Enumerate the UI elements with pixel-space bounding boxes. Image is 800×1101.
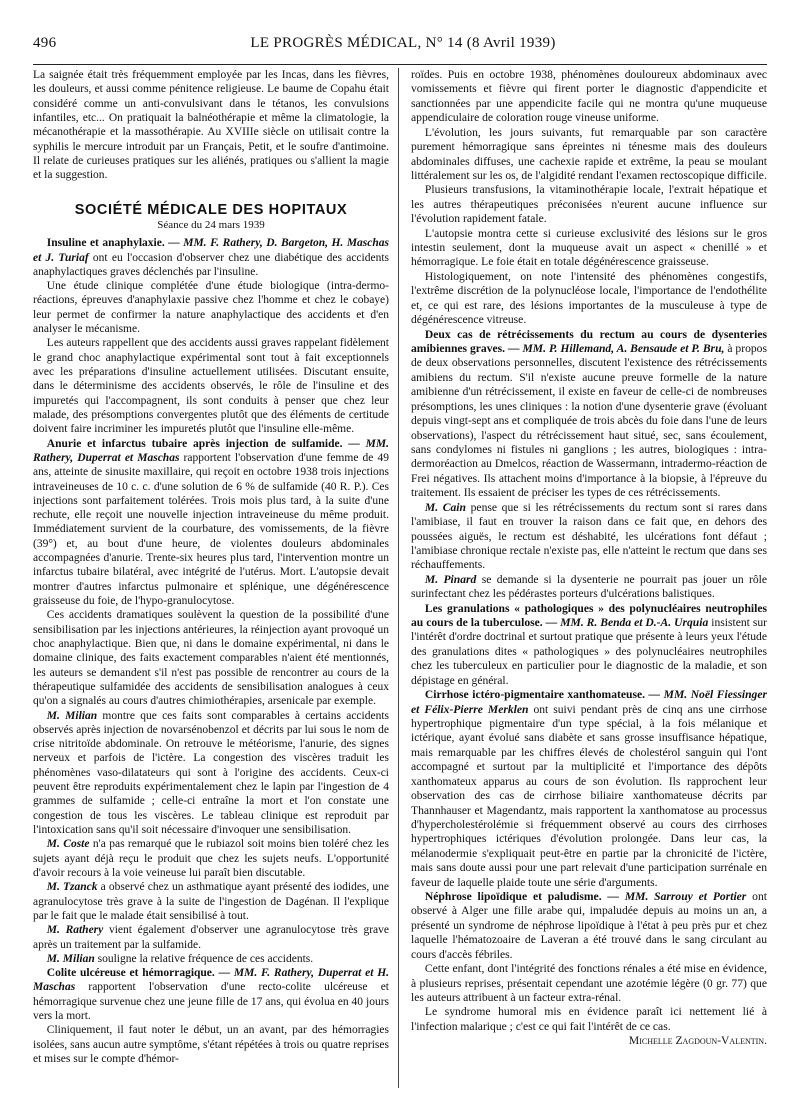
- section-authors: — MM. P. Hillemand, A. Bensaude et P. Bru,: [507, 342, 725, 356]
- section-authors: — MM. Rathery, Duperrat et Maschas: [33, 437, 389, 464]
- speaker-text: souligne la relative fréquence de ces accidents.: [97, 952, 314, 965]
- section-text: ont eu l'occasion d'observer chez une diabétique des accidents anaphylactiques graves déclenchés par l'insuline.: [33, 251, 389, 278]
- section-nephrose: [411, 890, 767, 962]
- discussion-pinard: [411, 573, 767, 602]
- section-title: Néphrose lipoïdique et paludisme.: [424, 890, 602, 904]
- paragraph: Cette enfant, dont l'intégrité des fonctions rénales a été mise en évidence, à plusieurs reprises, présentait cependant une azotémie légère (0 gr. 77) que les auteurs attribuent à un facteur extra-rénal.: [411, 962, 767, 1004]
- section-title: Les granulations « pathologiques » des polynucléaires neutrophiles au cours de la tuberculose.: [411, 601, 767, 630]
- header-rule: [33, 64, 767, 65]
- section-text: rapportent l'observation d'une recto-colite ulcéreuse et hémorragique survenue chez une jeune fille de 17 ans, qui évolua en 40 jours vers la mort.: [33, 981, 389, 1023]
- section-text: à propos de deux observations personnelles, discutent l'existence des rétrécissements amibiens du rectum. S'il n'existe aucune preuve formelle de la nature amibienne d'un rétrécissement, il existe en faveur de celle-ci de nombreuses présomptions, les unes cliniques : la notion d'une dysenterie grave (évoluant depuis vingt-sept ans et compliquée de trois abcès du foie dans l'une de leurs observations), l'aspect du rétrécissement haut situé, sec, sans écoulement, sans condylomes ni fistules ni ganglions ; les autres, biologiques : intra-dermoréaction au Dmelcos, réaction de Wassermann, intradermo-réaction de Frei négatives. Ils attachent moins d'importance à la biopsie, à l'épreuve du traitement. Ils essaient de préciser les types de ces rétrécissements.: [411, 342, 767, 500]
- speaker-name: M. Milian: [46, 952, 95, 965]
- discussion-milian-2: [33, 952, 389, 966]
- page-number: 496: [33, 35, 57, 51]
- paragraph: Une étude clinique complétée d'une étude biologique (intra-dermo-réactions, épreuves d'anaphylaxie passive chez l'homme et chez le cobaye) leur permet de confirmer la nature anaphylactique des accidents et d'en analyser le mécanisme.: [33, 280, 389, 336]
- section-title: Anurie et infarctus tubaire après injection de sulfamide.: [46, 437, 343, 450]
- paragraph: L'évolution, les jours suivants, fut remarquable par son caractère purement hémorragique sans épreintes ni ténesme mais des douleurs abdominales diffuses, une cachexie rapide et extrême, la peau se moulant littéralement sur les os, de l'algidité rendant l'examen rectoscopique difficile.: [411, 125, 767, 182]
- section-cirrhose: [411, 688, 767, 890]
- column-divider: [398, 68, 399, 1088]
- paragraph: roïdes. Puis en octobre 1938, phénomènes douloureux abdominaux avec vomissements et fièvre qui firent porter le diagnostic d'appendicite et sanctionnées par une appendicite facile qui ne montra qu'une muqueuse appendiculaire de coloration rouge vineuse uniforme.: [411, 68, 767, 125]
- speaker-text: se demande si la dysenterie ne pourrait pas jouer un rôle surinfectant chez les pédérastes porteurs d'ulcérations balistiques.: [411, 572, 767, 601]
- section-title: Insuline et anaphylaxie.: [46, 237, 165, 250]
- section-authors: — MM. Noël Fiessinger et Félix-Pierre Merklen: [411, 688, 767, 716]
- section-insuline: [33, 236, 389, 279]
- section-text: rapportent l'observation d'une femme de 49 ans, atteinte de sinusite maxillaire, qui reçoit en octobre 1938 trois injections intraveineuses de 10 c. c. d'une solution de 6 % de sulfamide (40 R. P.). Ces injections sont parfaitement tolérées. Trois mois plus tard, à la suite d'une rechute, elle reçoit une nouvelle injection intraveineuse du même produit. Immédiatement survient de la courbature, des vomissements, de la fièvre (39°) et, au bout d'une heure, de violentes douleurs abdominales accompagnées d'anurie. Trente-six heures plus tard, l'intervention montre un infarctus tubaire bilatéral, avec intégrité de l'utérus. Mort. L'autopsie devait montrer d'autres infarctus pulmonaire et splénique, une dégénérescence graisseuse du foie, de l'hypo-granulocytose.: [33, 451, 389, 608]
- speaker-name: M. Tzanck: [46, 881, 98, 894]
- discussion-rathery: [33, 923, 389, 952]
- discussion-cain: [411, 501, 767, 573]
- speaker-text: a observé chez un asthmatique ayant présenté des iodides, une agranulocytose très grave à la suite de l'ingestion de Dagénan. Il l'explique par le fait que le malade était sensibilisé à tout.: [33, 881, 389, 922]
- paragraph: Plusieurs transfusions, la vitaminothérapie locale, l'extrait hépatique et les autres thérapeutiques préconisées n'eurent aucune influence sur l'évolution rapidement fatale.: [411, 183, 767, 226]
- section-anurie: [33, 437, 389, 609]
- speaker-text: pense que si les rétrécissements du rectum sont si rares dans l'amibiase, il faut en trouver la raison dans ce fait que, en dehors des poussées aiguës, le rectum est déshabité, les ulcérations font défaut ; l'amibiase chronique rectale n'existe pas, elle n'atteint le rectum que dans ses réchauffements.: [411, 500, 767, 572]
- discussion-coste: [33, 837, 389, 880]
- seance-date: Séance du 24 mars 1939: [157, 218, 265, 231]
- speaker-name: M. Milian: [46, 709, 98, 722]
- discussion-tzanck: [33, 880, 389, 923]
- paragraph: Cliniquement, il faut noter le début, un an avant, par des hémorragies isolées, sans aucun autre symptôme, s'étant répétées à trois ou quatre reprises et mises sur le compte d'hémor-: [33, 1024, 389, 1066]
- speaker-name: M. Pinard: [424, 572, 477, 586]
- society-heading: SOCIÉTÉ MÉDICALE DES HOPITAUX: [74, 201, 348, 218]
- speaker-name: M. Cain: [424, 500, 466, 514]
- left-column: [33, 68, 389, 1098]
- paragraph: L'autopsie montra cette si curieuse exclusivité des lésions sur le gros intestin seulement, dont la muqueuse avait un aspect « chenillé » et hémorragique. Le foie était en totale dégénérescence graisseuse.: [411, 226, 767, 269]
- right-column: [411, 68, 767, 1098]
- section-granulations: [411, 602, 767, 689]
- section-retrecissements: [411, 328, 767, 501]
- speaker-name: M. Coste: [46, 838, 90, 851]
- paragraph: Les auteurs rappellent que des accidents aussi graves rappelant fidèlement le grand choc anaphylactique expérimental sont tout à fait exceptionnels avec les préparations d'insuline actuellement utilisées. Discutant ensuite, dans le déterminisme des accidents observés, le rôle de l'insuline et des impuretés qui l'accompagnent, ils sont conduits à penser que chez leur malade, des présomptions convergentes plutôt que des éléments de certitude doivent faire incriminer les impuretés plutôt que l'insuline elle-même.: [33, 337, 389, 436]
- section-authors: — MM. Sarrouy et Portier: [607, 890, 747, 904]
- paragraph: Le syndrome humoral mis en évidence paraît ici nettement lié à l'infection malarique ; c'est ce qui fait l'intérêt de ce cas.: [411, 1005, 767, 1033]
- page-header: [33, 35, 773, 57]
- speaker-text: n'a pas remarqué que le rubiazol soit moins bien toléré chez les sujets ayant déjà reçu le produit que chez les sujets neufs. L'opportunité d'avoir recours à la voie veineuse lui paraît bien discutable.: [33, 838, 389, 879]
- section-authors: — MM. F. Rathery, D. Bargeton, H. Maschas et J. Turiaf: [33, 237, 389, 264]
- section-text: ont observé à Alger une fille arabe qui, impaludée depuis au moins un an, a présenté un syndrome de néphrose lipoïdique à l'état à peu près pur et chez laquelle l'hématozoaire de Laveran a été trouvé dans le sang circulant au cours d'accès fébriles.: [411, 890, 767, 961]
- section-authors: — MM. F. Rathery, Duperrat et H. Maschas: [33, 967, 389, 994]
- section-title: Colite ulcéreuse et hémorragique.: [46, 967, 215, 980]
- paragraph: Histologiquement, on note l'intensité des phénomènes congestifs, l'extrême discrétion de la polynucléose locale, l'importance de l'endothélite et, ce qui est rare, des lésions importantes de la musculeuse à type de dégénérescence vitreuse.: [411, 269, 767, 327]
- speaker-text: vient également d'observer une agranulocytose très grave après un traitement par la sulfamide.: [33, 924, 389, 951]
- section-text: insistent sur l'intérêt d'ordre doctrinal et surtout pratique que présente à leurs yeux l'étude des granulations dites « pathologiques » des polynucléaires neutrophiles chez les tuberculeux en particulier pour le diagnostic de la maladie, et son dépistage en général.: [411, 616, 767, 687]
- speaker-name: M. Rathery: [46, 924, 104, 937]
- paragraph: Ces accidents dramatiques soulèvent la question de la possibilité d'une sensibilisation par les injections antérieures, la réinjection ayant provoqué un choc anaphylactique. Bien que, ni dans le domaine expérimental, ni dans le domaine clinique, des faits exactement comparables n'aient été mentionnés, les auteurs se demandent s'il n'est pas possible de rencontrer au cours de la thérapeutique sulfamidée des accidents de sensibilisation analogues à ceux qu'on a signalés au cours d'autres chimiothérapies, arsenicale par exemple.: [33, 609, 389, 708]
- running-title: LE PROGRÈS MÉDICAL, N° 14 (8 Avril 1939): [250, 35, 556, 51]
- intro-paragraph: La saignée était très fréquemment employée par les Incas, dans les fièvres, les douleurs, et aussi comme pénitence religieuse. Le baume de Copahu était considéré comme un anti-convulsivant dans le tétanos, les convulsions infantiles, etc... On pratiquait la balnéothérapie et même la climatologie, la mécanothérapie et la massothérapie. Au XVIIIe siècle on utilisait contre la syphilis le mercure introduit par un Français, Petit, et le soufre d'antimoine. Il relate de curieuses pratiques sur les aliénés, pratiques ou s'allient la magie et la suggestion.: [33, 69, 389, 182]
- speaker-text: montre que ces faits sont comparables à certains accidents observés après injection de novarsénobenzol et décrits par lui sous le nom de crise nitritoïde abdominale. On retrouve le météorisme, l'anurie, des signes nerveux et parfois de l'ictère. La congestion des viscères traduit les phénomènes vaso-dilatateurs qui sont à l'origine des accidents. Ceux-ci peuvent être reproduits expérimentalement chez le lapin par l'ingestion de 4 grammes de sulfamide ; celle-ci entraîne la mort et l'on constate une congestion de tous les viscères. Le tableau clinique est reproduit par l'intoxication sans qu'il soit nécessaire d'invoquer une sensibilisation.: [33, 709, 389, 837]
- section-colite: [33, 966, 389, 1023]
- signature: Michelle Zagdoun-Valentin.: [628, 1034, 767, 1048]
- section-text: ont suivi pendant près de cinq ans une cirrhose hypertrophique pigmentaire d'un type spécial, à la fois mélanique et ictérique, ayant évolué sans diabète et sans grosse insuffisance hépatique, mais remarquable par les chiffres élevés de cholestérol sanguin qui l'ont accompagné et surtout par la multiplicité et l'importance des dépôts xanthomateux apparus au cours de son évolution. Ils rapprochent leur observation des cas de cirrhose biliaire xanthomateuse décrits par Thannhauser et Magendantz, mais rapportent la xanthomatose au processus d'hypercholestérolémie si fréquemment observé au cours des cirrhoses hypertrophiques ictériques d'évolution prolongée. Dans leur cas, la mélanodermie s'expliquait peut-être en partie par la chronicité de l'ictère, mais sans doute aussi pour une part relevait d'une participation surrénale en faveur de laquelle plaide toute une série d'arguments.: [411, 702, 767, 889]
- section-title: Deux cas de rétrécissements du rectum au cours de dysenteries amibiennes graves.: [411, 327, 767, 356]
- discussion-milian: [33, 709, 389, 838]
- section-authors: — MM. R. Benda et D.-A. Urquia: [545, 616, 709, 630]
- section-title: Cirrhose ictéro-pigmentaire xanthomateuse.: [424, 688, 645, 702]
